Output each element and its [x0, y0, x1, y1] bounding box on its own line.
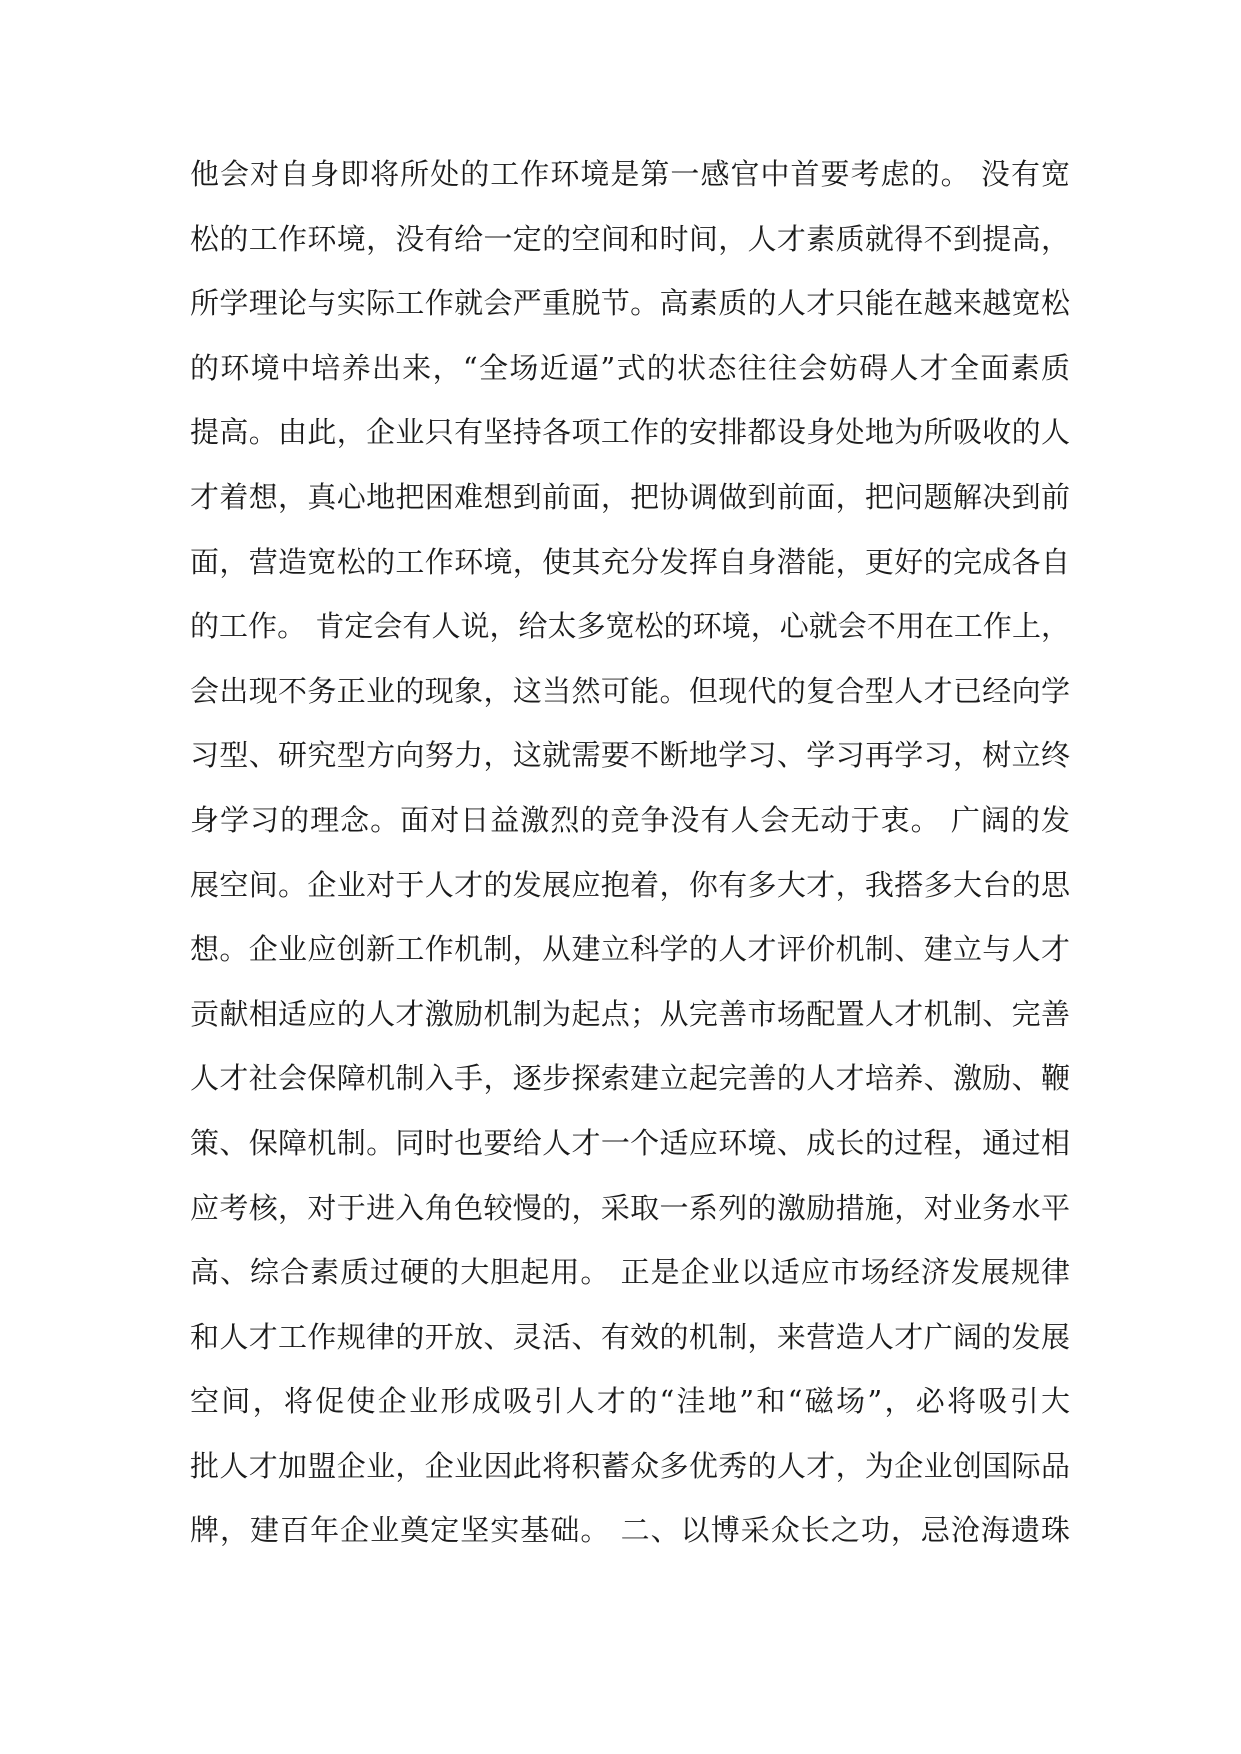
- text-line: 松的工作环境，没有给一定的空间和时间，人才素质就得不到提高，: [190, 221, 1070, 256]
- text-line: 批人才加盟企业，企业因此将积蓄众多优秀的人才，为企业创国际品: [190, 1448, 1070, 1483]
- text-line: 习型、研究型方向努力，这就需要不断地学习、学习再学习，树立终: [190, 738, 1070, 773]
- text-line: 贡献相适应的人才激励机制为起点；从完善市场配置人才机制、完善: [190, 996, 1070, 1031]
- text-line: 牌，建百年企业奠定坚实基础。 二、以博采众长之功，忌沧海遗珠: [190, 1513, 1070, 1548]
- text-line: 和人才工作规律的开放、灵活、有效的机制，来营造人才广阔的发展: [190, 1319, 1070, 1354]
- text-line: 才着想，真心地把困难想到前面，把协调做到前面，把问题解决到前: [190, 479, 1070, 514]
- text-line: 的环境中培养出来，“全场近逼”式的状态往往会妨碍人才全面素质: [190, 350, 1070, 385]
- body-text: [190, 158, 1070, 1579]
- text-line: 提高。由此，企业只有坚持各项工作的安排都设身处地为所吸收的人: [190, 415, 1070, 450]
- text-line: 人才社会保障机制入手，逐步探索建立起完善的人才培养、激励、鞭: [190, 1061, 1070, 1096]
- text-line: 策、保障机制。同时也要给人才一个适应环境、成长的过程，通过相: [190, 1125, 1070, 1160]
- text-line: 身学习的理念。面对日益激烈的竞争没有人会无动于衷。 广阔的发: [190, 802, 1070, 837]
- text-line: 展空间。企业对于人才的发展应抱着，你有多大才，我搭多大台的思: [190, 867, 1070, 902]
- text-line: 所学理论与实际工作就会严重脱节。高素质的人才只能在越来越宽松: [190, 286, 1070, 321]
- text-line: 高、综合素质过硬的大胆起用。 正是企业以适应市场经济发展规律: [190, 1255, 1070, 1290]
- text-line: 会出现不务正业的现象，这当然可能。但现代的复合型人才已经向学: [190, 673, 1070, 708]
- text-line: 他会对自身即将所处的工作环境是第一感官中首要考虑的。 没有宽: [190, 157, 1070, 191]
- text-line: 想。企业应创新工作机制，从建立科学的人才评价机制、建立与人才: [190, 932, 1070, 967]
- text-line: 面，营造宽松的工作环境，使其充分发挥自身潜能，更好的完成各自: [190, 544, 1070, 579]
- text-line: 应考核，对于进入角色较慢的，采取一系列的激励措施，对业务水平: [190, 1190, 1070, 1225]
- text-line: 空间，将促使企业形成吸引人才的“洼地”和“磁场”，必将吸引大: [190, 1384, 1070, 1419]
- text-line: 的工作。 肯定会有人说，给太多宽松的环境，心就会不用在工作上，: [190, 609, 1070, 644]
